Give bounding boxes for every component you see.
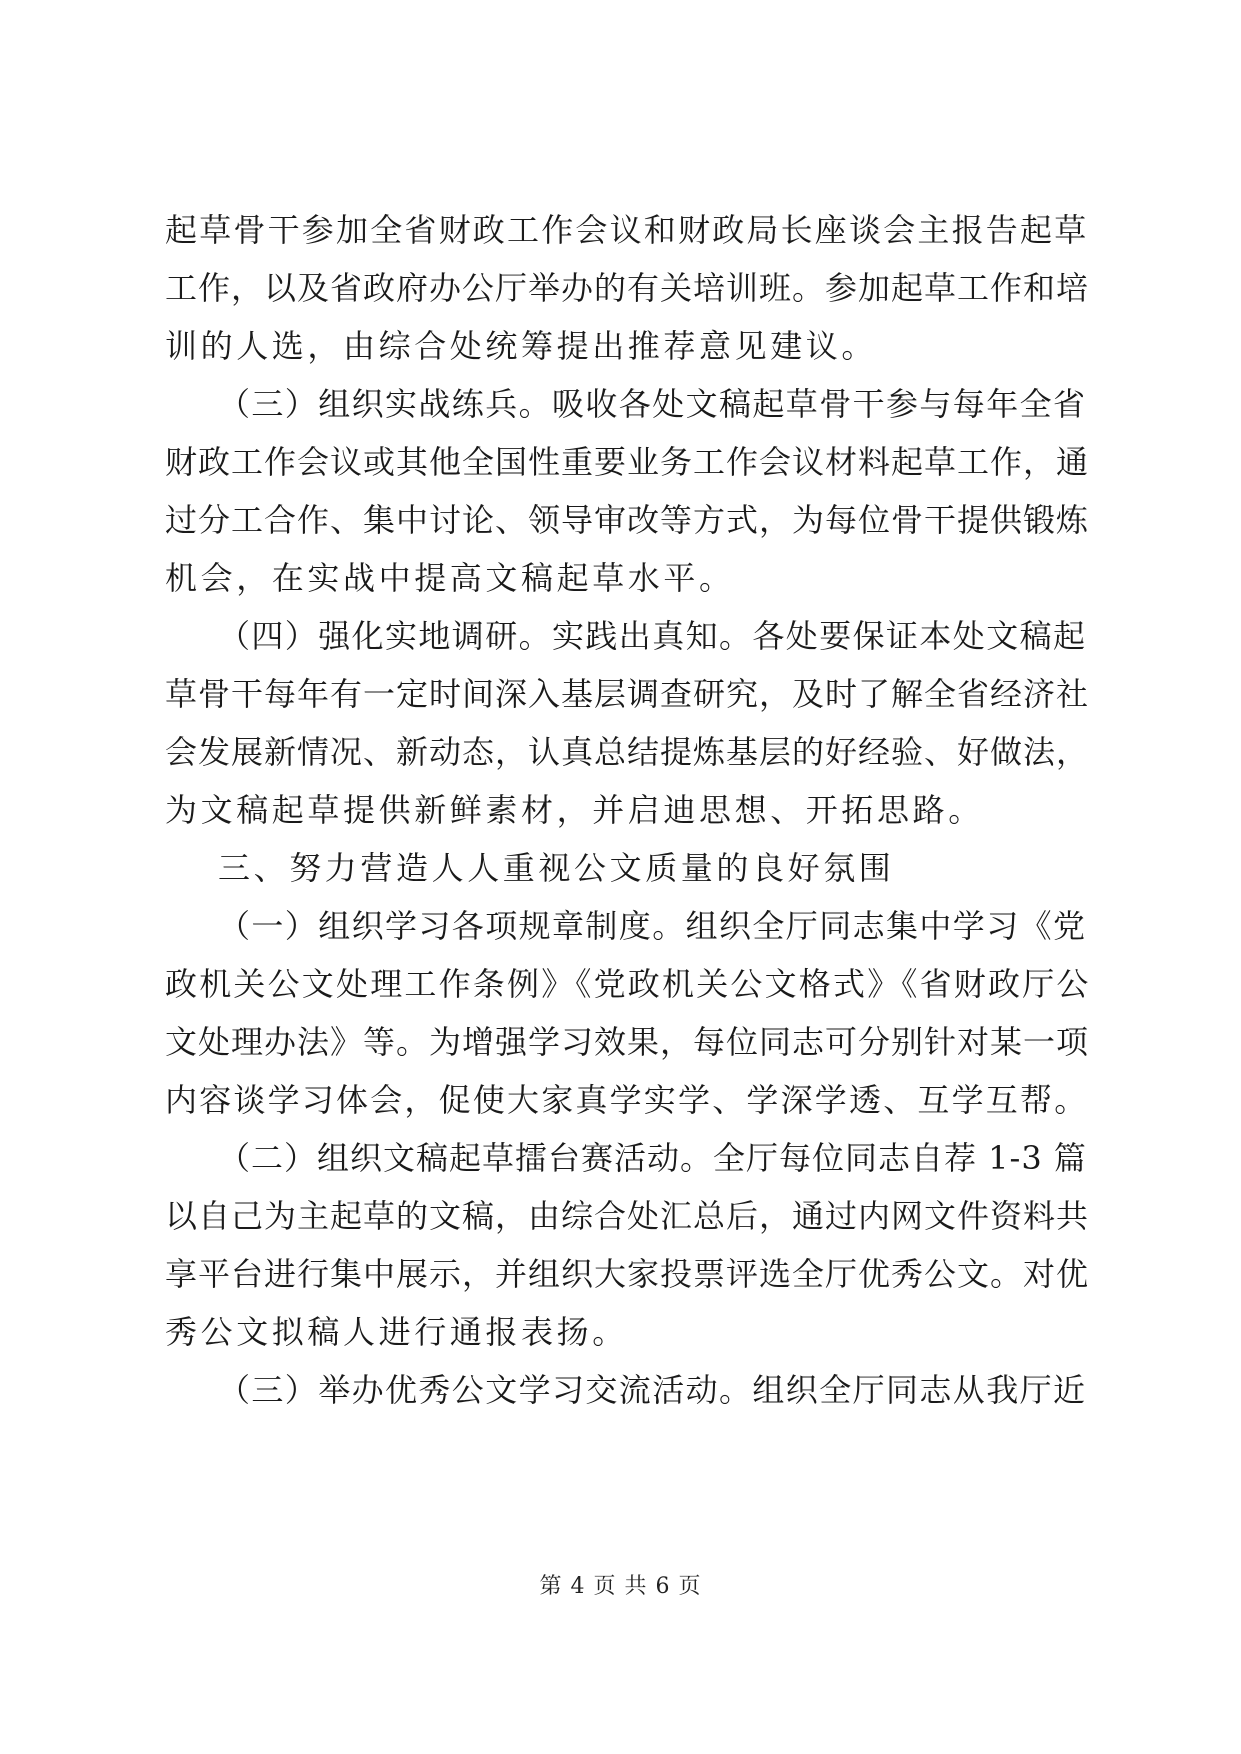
- text-line: （二）组织文稿起草擂台赛活动。全厅每位同志自荐 1-3 篇: [218, 1139, 1087, 1177]
- text-line: 机会，在实战中提高文稿起草水平。: [165, 559, 735, 597]
- text-line: 享平台进行集中展示，并组织大家投票评选全厅优秀公文。对优: [165, 1255, 1090, 1293]
- text-line: 文处理办法》等。为增强学习效果，每位同志可分别针对某一项: [165, 1023, 1090, 1061]
- text-line: 财政工作会议或其他全国性重要业务工作会议材料起草工作，通: [165, 443, 1090, 481]
- text-line: 为文稿起草提供新鲜素材，并启迪思想、开拓思路。: [165, 791, 984, 829]
- section-heading: 三、努力营造人人重视公文质量的良好氛围: [218, 849, 895, 887]
- text-line: 工作，以及省政府办公厅举办的有关培训班。参加起草工作和培: [165, 269, 1090, 307]
- text-line: 秀公文拟稿人进行通报表扬。: [165, 1313, 628, 1351]
- text-line: （四）强化实地调研。实践出真知。各处要保证本处文稿起: [218, 617, 1087, 655]
- text-line: 训的人选，由综合处统筹提出推荐意见建议。: [165, 327, 878, 365]
- page-number-footer: 第 4 页 共 6 页: [539, 1574, 702, 1599]
- text-line: 政机关公文处理工作条例》《党政机关公文格式》《省财政厅公: [165, 965, 1091, 1003]
- text-line: 起草骨干参加全省财政工作会议和财政局长座谈会主报告起草: [165, 211, 1089, 249]
- text-line: （三）组织实战练兵。吸收各处文稿起草骨干参与每年全省: [218, 385, 1087, 423]
- text-line: 内容谈学习体会，促使大家真学实学、学深学透、互学互帮。: [165, 1081, 1089, 1119]
- text-line: 过分工合作、集中讨论、领导审改等方式，为每位骨干提供锻炼: [165, 501, 1090, 539]
- text-line: 会发展新情况、新动态，认真总结提炼基层的好经验、好做法，: [165, 733, 1090, 771]
- text-line: （三）举办优秀公文学习交流活动。组织全厅同志从我厅近: [218, 1371, 1087, 1409]
- text-line: 以自己为主起草的文稿，由综合处汇总后，通过内网文件资料共: [165, 1197, 1090, 1235]
- text-line: 草骨干每年有一定时间深入基层调查研究，及时了解全省经济社: [165, 675, 1090, 713]
- text-line: （一）组织学习各项规章制度。组织全厅同志集中学习《党: [218, 907, 1087, 945]
